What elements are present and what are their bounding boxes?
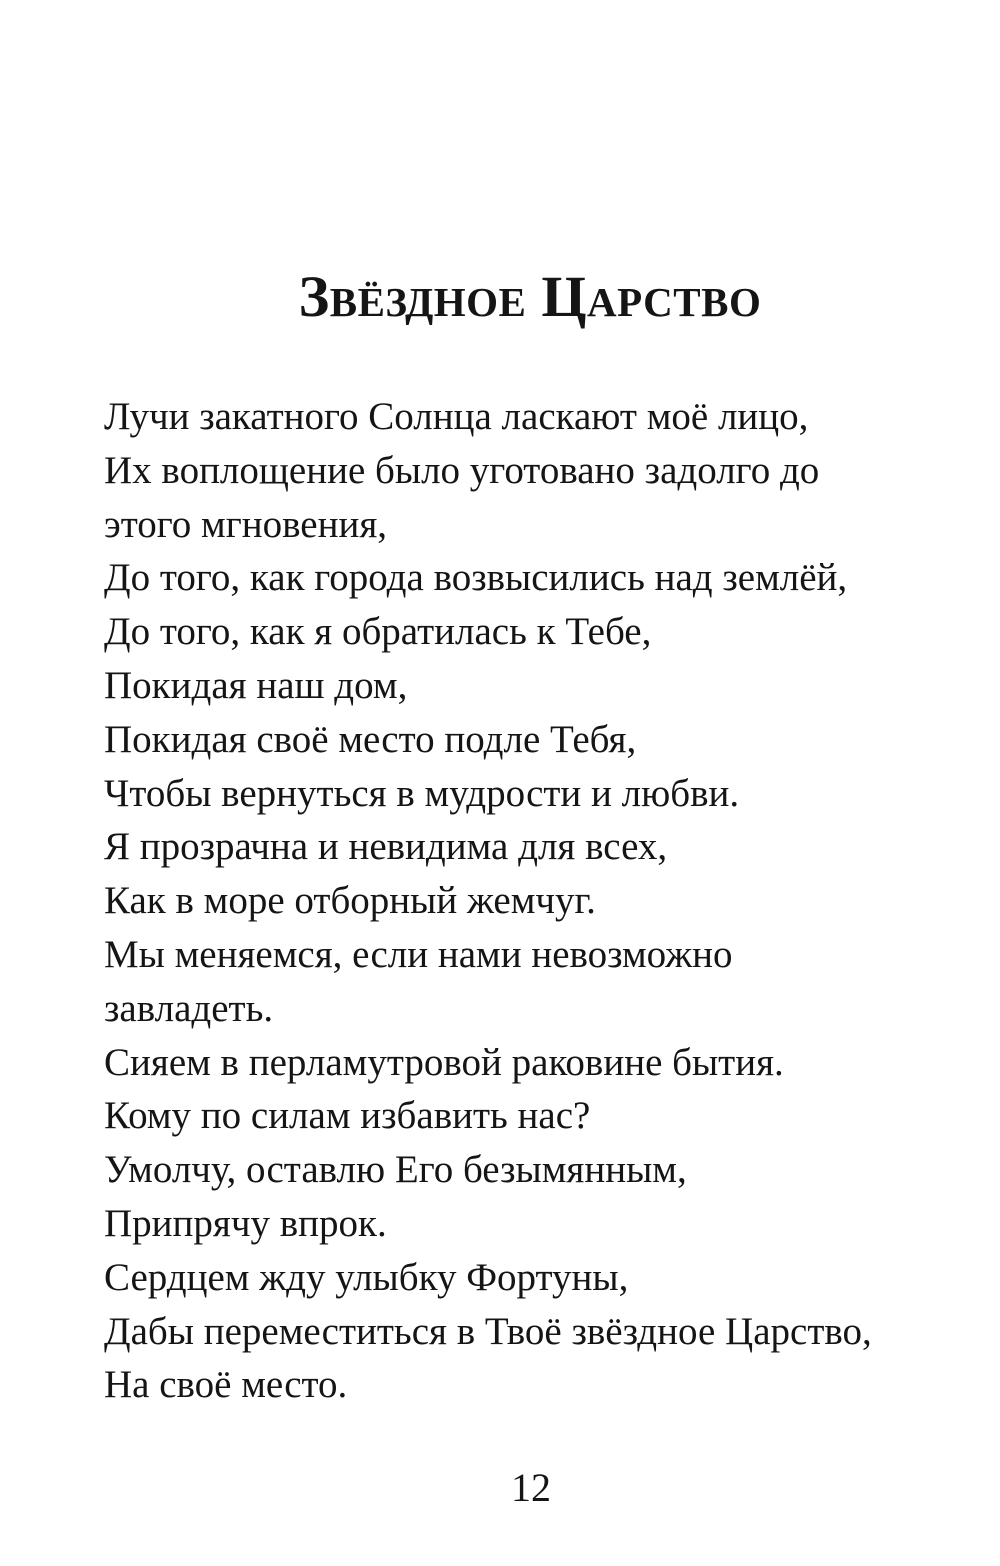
poem-line: Я прозрачна и невидима для всех, — [104, 825, 668, 869]
poem-line: этого мгновения, — [104, 502, 388, 546]
poem-line: Лучи закатного Солнца ласкают моё лицо, — [104, 395, 809, 438]
poem-line: До того, как города возвысились над землёй, — [104, 556, 848, 600]
page-number: 12 — [511, 1465, 551, 1510]
poem-line: Умолчу, оставлю Его безымянным, — [104, 1148, 687, 1192]
poem-line: Покидая наш дом, — [104, 663, 408, 707]
poem-line: Сияем в перламутровой раковине бытия. — [104, 1040, 784, 1084]
poem-line: Покидая своё место подле Тебя, — [104, 717, 637, 761]
poem-line: Чтобы вернуться в мудрости и любви. — [104, 771, 740, 815]
poem-line: Как в море отборный жемчуг. — [104, 879, 596, 923]
poem-line: До того, как я обратилась к Тебе, — [104, 610, 652, 654]
poem-title: Звёздное Царство — [298, 263, 762, 329]
poem-line: Кому по силам избавить нас? — [104, 1094, 591, 1138]
poem-body — [104, 390, 984, 1412]
poem-line: завладеть. — [104, 986, 274, 1030]
poem-line: Припрячу впрок. — [104, 1201, 387, 1245]
poem-line: Сердцем жду улыбку Фортуны, — [104, 1255, 629, 1299]
poem-line: Мы меняемся, если нами невозможно — [104, 932, 733, 976]
poem-line: Дабы переместиться в Твоё звёздное Царство, — [104, 1309, 872, 1353]
poem-line: На своё место. — [104, 1363, 348, 1407]
poem-line: Их воплощение было уготовано задолго до — [104, 448, 820, 492]
